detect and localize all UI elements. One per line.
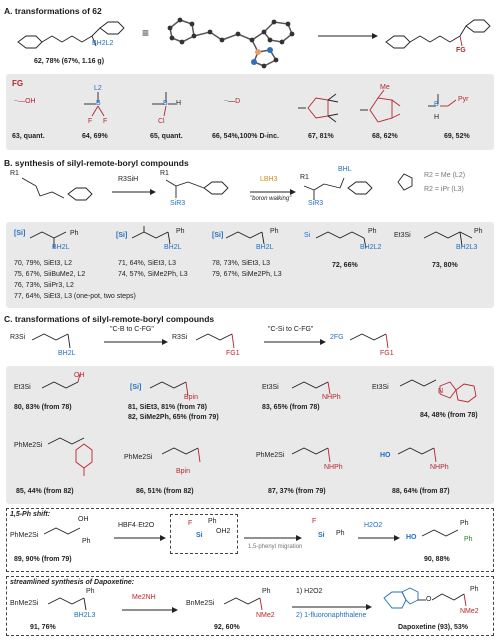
bh2l2-text: BH2L2 bbox=[92, 40, 114, 47]
fg-item-69-b: B bbox=[434, 101, 439, 108]
compound-73-bh2l: BH2L3 bbox=[456, 244, 478, 251]
fg-item-64-f2: F bbox=[103, 118, 108, 125]
dapoxetine-nme2: NMe2 bbox=[460, 608, 479, 615]
c-item-81-structure bbox=[148, 374, 218, 404]
c-item-81-caption: 81, SiEt3, 81% (from 78) bbox=[128, 404, 207, 411]
section-c-arrow-2 bbox=[264, 338, 326, 346]
boron-walking-text: "boron walking" bbox=[250, 196, 292, 202]
ligand-ipr: R2 = iPr (L3) bbox=[424, 186, 464, 193]
fg-item-65-structure bbox=[148, 86, 188, 126]
compound-62-caption: 62, 78% (67%, 1.16 g) bbox=[34, 58, 105, 65]
section-c-title: C. transformations of silyl-remote-boryl compounds bbox=[4, 314, 215, 324]
fg-caption-64: 64, 69% bbox=[82, 133, 108, 140]
dapox-arrow-1 bbox=[122, 606, 178, 614]
section-b-title: B. synthesis of silyl-remote-boryl compounds bbox=[4, 158, 189, 168]
c-item-86-fg: Bpin bbox=[176, 468, 191, 475]
dapox-step1: 1) H2O2 bbox=[296, 588, 323, 595]
ph-shift-product-ho: HO bbox=[406, 534, 417, 541]
dapox-start-caption: 91, 76% bbox=[30, 624, 56, 631]
c-item-87-structure bbox=[290, 440, 350, 480]
fg-item-63: ~—OH bbox=[14, 98, 36, 105]
b-col1-row1: 70, 79%, SiEt3, L2 bbox=[14, 260, 72, 267]
section-c-end-structure bbox=[344, 326, 414, 362]
b-col2-ph: Ph bbox=[176, 228, 185, 235]
section-b-arrow-2 bbox=[250, 188, 296, 196]
c-item-87-caption: 87, 37% (from 79) bbox=[268, 488, 326, 495]
dapox-mid-label: BnMe2Si bbox=[186, 600, 215, 607]
b-col2-si: [Si] bbox=[116, 232, 128, 239]
dapox-start-bh2l3: BH2L3 bbox=[74, 612, 96, 619]
c-item-82-caption: 82, SiMe2Ph, 65% (from 79) bbox=[128, 414, 219, 421]
c-item-84-label: Et3Si bbox=[372, 384, 389, 391]
dapoxetine-title: streamlined synthesis of Dapoxetine: bbox=[10, 579, 135, 586]
c-item-88-fg: NHPh bbox=[430, 464, 449, 471]
c-item-85-caption: 85, 44% (from 82) bbox=[16, 488, 74, 495]
fg-item-64-labels: L2 bbox=[94, 85, 102, 92]
c-item-80-structure bbox=[40, 374, 100, 404]
dapox-start-label: BnMe2Si bbox=[10, 600, 39, 607]
section-c-mid-structure bbox=[190, 326, 260, 362]
ph-shift-product-ph1: Ph bbox=[460, 520, 469, 527]
ph-shift-start-caption: 89, 90% (from 79) bbox=[14, 556, 72, 563]
reagent-lbh3: LBH3 bbox=[260, 176, 278, 183]
b-col1-bh2l: BH2L bbox=[52, 244, 70, 251]
ph-shift-start-ph: Ph bbox=[82, 538, 91, 545]
c-item-84-fg: N bbox=[438, 388, 444, 395]
compound-72-si: Si bbox=[304, 232, 311, 239]
c-item-84-caption: 84, 48% (from 78) bbox=[420, 412, 478, 419]
c-item-83-caption: 83, 65% (from 78) bbox=[262, 404, 320, 411]
oh-text: OH bbox=[25, 98, 36, 105]
c-item-85-structure bbox=[46, 430, 106, 490]
ph-shift-arrow-1 bbox=[114, 534, 166, 542]
c-item-80-fg: OH bbox=[74, 372, 85, 379]
equivalence-symbol: ≡ bbox=[142, 26, 150, 40]
fg-item-69-h: H bbox=[434, 114, 440, 121]
section-c-mid-fg1: FG1 bbox=[226, 350, 240, 357]
product-fg-structure bbox=[380, 14, 498, 64]
b-col2-row1: 71, 64%, SiEt3, L3 bbox=[118, 260, 176, 267]
c-item-83-fg: NHPh bbox=[322, 394, 341, 401]
dapox-mid-ph: Ph bbox=[262, 588, 271, 595]
ph-shift-cyc-ph: Ph bbox=[336, 530, 345, 537]
ph-shift-title: 1,5-Ph shift: bbox=[10, 511, 51, 518]
b-col3-bh2l: BH2L bbox=[256, 244, 274, 251]
compound-62-bh2l2 bbox=[92, 40, 113, 47]
compound-73-ph: Ph bbox=[474, 228, 483, 235]
product-fg-label: FG bbox=[456, 47, 466, 54]
ph-shift-product-caption: 90, 88% bbox=[424, 556, 450, 563]
c-item-86-caption: 86, 51% (from 82) bbox=[136, 488, 194, 495]
vinyl-sir3: SiR3 bbox=[170, 200, 186, 207]
fg-caption-67: 67, 81% bbox=[308, 133, 334, 140]
section-c-arrow2-label: "C-Si to C-FG" bbox=[268, 326, 314, 333]
dapox-step2: 2) 1-fluoronaphthalene bbox=[296, 612, 367, 619]
fg-item-65-h: H bbox=[176, 100, 182, 107]
c-item-88-caption: 88, 64% (from 87) bbox=[392, 488, 450, 495]
nhc-ligand-structure bbox=[392, 168, 422, 198]
b-col1-row3: 76, 73%, SiiPr3, L2 bbox=[14, 282, 74, 289]
ph-shift-int-oh2: OH2 bbox=[216, 528, 231, 535]
compound-72-caption: 72, 66% bbox=[332, 262, 358, 269]
b-col2-row2: 74, 57%, SiMe2Ph, L3 bbox=[118, 271, 188, 278]
section-c-arrow-1 bbox=[104, 338, 168, 346]
product-b-sir3: SiR3 bbox=[308, 200, 324, 207]
dapox-start-ph: Ph bbox=[86, 588, 95, 595]
fg-caption-66: 66, 54%,100% D-inc. bbox=[212, 133, 279, 140]
vinyl-r1: R1 bbox=[160, 170, 169, 177]
c-item-80-label: Et3Si bbox=[14, 384, 31, 391]
ph-shift-migration: 1,5-phenyl migration bbox=[248, 544, 303, 550]
b-col1-si: [Si] bbox=[14, 230, 26, 237]
c-item-80-caption: 80, 83% (from 78) bbox=[14, 404, 72, 411]
ph-shift-arrow-2 bbox=[244, 534, 302, 542]
c-item-86-label: PhMe2Si bbox=[124, 454, 153, 461]
fg-caption-69: 69, 52% bbox=[444, 133, 470, 140]
reagent-r3sih: R3SiH bbox=[118, 176, 139, 183]
fg-item-64-f1: F bbox=[88, 118, 93, 125]
dapox-arrow-2 bbox=[292, 603, 372, 611]
r1-label: R1 bbox=[10, 170, 19, 177]
product-b-r1: R1 bbox=[300, 174, 309, 181]
dapox-mid-nme2: NMe2 bbox=[256, 612, 275, 619]
dapox-mid-caption: 92, 60% bbox=[214, 624, 240, 631]
c-item-87-fg: NHPh bbox=[324, 464, 343, 471]
product-b-bhl: BHL bbox=[338, 166, 352, 173]
c-item-87-label: PhMe2Si bbox=[256, 452, 285, 459]
dapoxetine-caption: Dapoxetine (93), 53% bbox=[398, 624, 469, 631]
fg-caption-68: 68, 62% bbox=[372, 133, 398, 140]
compound-73-et3si: Et3Si bbox=[394, 232, 411, 239]
dapoxetine-ph: Ph bbox=[470, 586, 479, 593]
section-a-title: A. transformations of 62 bbox=[4, 6, 102, 16]
ligand-me: R2 = Me (L2) bbox=[424, 172, 466, 179]
b-col3-si: [Si] bbox=[212, 232, 224, 239]
b-col1-ph: Ph bbox=[70, 230, 79, 237]
fg-item-65-cl: Cl bbox=[158, 118, 165, 125]
b-col3-ph: Ph bbox=[270, 228, 279, 235]
section-b-arrow-1 bbox=[112, 188, 156, 196]
molecule-3d-model bbox=[160, 10, 310, 70]
b-col2-structure bbox=[118, 228, 198, 252]
ph-shift-cyc-f: F bbox=[312, 518, 317, 525]
ph-shift-arrow-3 bbox=[358, 534, 400, 542]
section-b-start-structure bbox=[10, 170, 110, 210]
dapox-reagent: Me2NH bbox=[132, 594, 156, 601]
c-item-83-structure bbox=[290, 374, 350, 404]
b-col1-row4: 77, 64%, SiEt3, L3 (one-pot, two steps) bbox=[14, 293, 136, 300]
fg-panel-title: FG bbox=[12, 79, 24, 88]
fg-item-68-me: Me bbox=[380, 84, 390, 91]
c-item-85-label: PhMe2Si bbox=[14, 442, 43, 449]
b-col3-row1: 78, 73%, SiEt3, L3 bbox=[212, 260, 270, 267]
section-a-arrow bbox=[318, 32, 378, 40]
b-col2-bh2l: BH2L bbox=[164, 244, 182, 251]
c-item-83-label: Et3Si bbox=[262, 384, 279, 391]
section-c-end-fg2: 2FG bbox=[330, 334, 344, 341]
ph-shift-start-structure bbox=[42, 520, 102, 552]
dapoxetine-o: O bbox=[426, 596, 432, 603]
ph-shift-start-label: PhMe2Si bbox=[10, 532, 39, 539]
ph-shift-cyc-si: Si bbox=[318, 532, 325, 539]
section-c-end-fg1: FG1 bbox=[380, 350, 394, 357]
fg-item-68-structure bbox=[358, 84, 408, 132]
section-c-r3si: R3Si bbox=[10, 334, 26, 341]
fg-caption-65: 65, quant. bbox=[150, 133, 183, 140]
compound-72-ph: Ph bbox=[368, 228, 377, 235]
c-item-81-fg: Bpin bbox=[184, 394, 199, 401]
fg-item-67-structure bbox=[296, 86, 344, 130]
b-col3-structure bbox=[212, 228, 292, 252]
b-col1-row2: 75, 67%, SiiBuMe2, L2 bbox=[14, 271, 86, 278]
c-item-81-label: [Si] bbox=[130, 384, 142, 391]
c-item-88-structure bbox=[396, 440, 456, 480]
b-col3-row2: 79, 67%, SiMe2Ph, L3 bbox=[212, 271, 282, 278]
fg-item-66: ~—D bbox=[224, 98, 241, 105]
ph-shift-start-oh: OH bbox=[78, 516, 89, 523]
section-c-mid-r3si: R3Si bbox=[172, 334, 188, 341]
ph-shift-int-f: F bbox=[188, 520, 193, 527]
ph-shift-product-ph2: Ph bbox=[464, 536, 473, 543]
ph-shift-reagent: HBF4·Et2O bbox=[118, 522, 155, 529]
ph-shift-int-ph: Ph bbox=[208, 518, 217, 525]
fg-item-69-pyr: Pyr bbox=[458, 96, 469, 103]
compound-73-caption: 73, 80% bbox=[432, 262, 458, 269]
fg-caption-63: 63, quant. bbox=[12, 133, 45, 140]
section-c-arrow1-label: "C-B to C-FG" bbox=[110, 326, 154, 333]
section-c-start-bh2l: BH2L bbox=[58, 350, 76, 357]
fg-item-64-b: B bbox=[96, 100, 101, 107]
ph-shift-int-si: Si bbox=[196, 532, 203, 539]
fg-item-65-b: B bbox=[163, 100, 168, 107]
compound-72-bh2l: BH2L2 bbox=[360, 244, 382, 251]
ph-shift-h2o2: H2O2 bbox=[364, 522, 383, 529]
c-item-88-label: HO bbox=[380, 452, 391, 459]
